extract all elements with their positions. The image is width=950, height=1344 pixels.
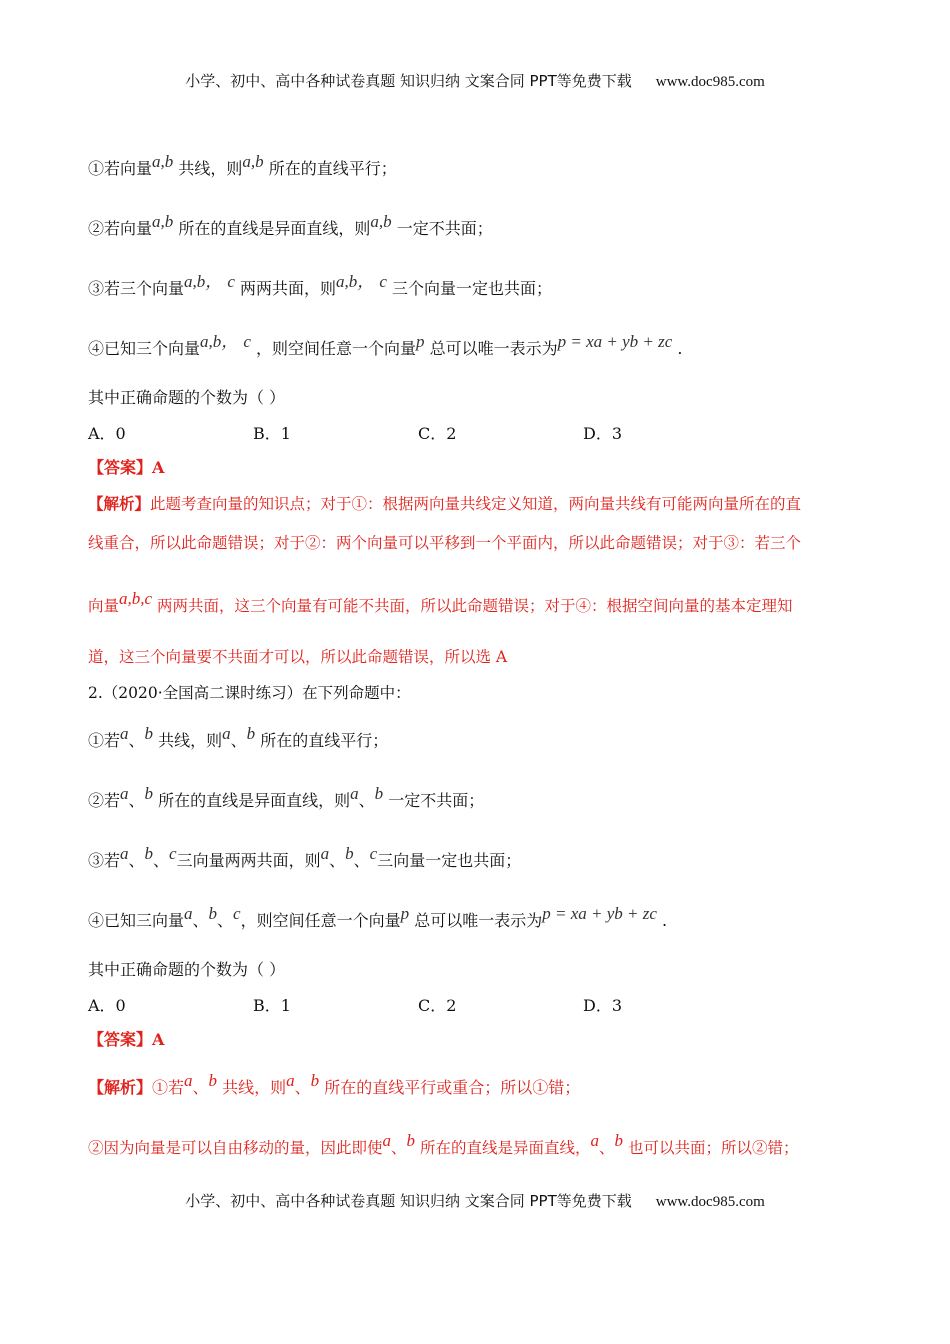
q2-option-b: B．1 bbox=[253, 996, 291, 1015]
q2-statement-2: ②若a、b 所在的直线是异面直线，则a、b 一定不共面； bbox=[88, 784, 485, 810]
q1-option-b: B．1 bbox=[253, 424, 291, 443]
q2-title: 2.（2020·全国高二课时练习）在下列命题中： bbox=[88, 684, 411, 702]
q2-answer: 【答案】A bbox=[88, 1030, 165, 1049]
q1-option-a: A．0 bbox=[88, 424, 126, 443]
q1-answer: 【答案】A bbox=[88, 458, 165, 477]
header-site: www.doc985.com bbox=[655, 74, 765, 90]
q2-statement-3: ③若a、b、c三向量两两共面，则a、b、c三向量一定也共面； bbox=[88, 844, 522, 870]
footer-text: 小学、初中、高中各种试卷真题 知识归纳 文案合同 PPT等免费下载 bbox=[185, 1192, 632, 1210]
q1-statement-4: ④已知三个向量a,b， c ，则空间任意一个向量p 总可以唯一表示为p = xa + yb + zc . bbox=[88, 332, 683, 358]
q1-analysis-line-1: 【解析】此题考查向量的知识点；对于①：根据两向量共线定义知道，两向量共线有可能两向量所在的直 bbox=[88, 494, 802, 513]
q1-statement-1: ①若向量a,b 共线，则a,b 所在的直线平行； bbox=[88, 152, 397, 178]
q2-option-c: C．2 bbox=[418, 996, 457, 1015]
footer-site: www.doc985.com bbox=[655, 1194, 765, 1210]
q1-option-c: C．2 bbox=[418, 424, 457, 443]
q1-statement-3: ③若三个向量a,b， c 两两共面，则a,b， c 三个向量一定也共面； bbox=[88, 272, 553, 298]
page-header bbox=[0, 70, 950, 91]
q2-analysis-line-1: 【解析】①若a、b 共线，则a、b 所在的直线平行或重合；所以①错； bbox=[88, 1071, 581, 1097]
q1-analysis-line-4: 道，这三个向量要不共面才可以，所以此命题错误，所以选 A bbox=[88, 648, 508, 666]
q1-analysis-line-2: 线重合，所以此命题错误；对于②：两个向量可以平移到一个平面内，所以此命题错误；对于③：若三个 bbox=[88, 534, 802, 552]
q1-options bbox=[88, 421, 788, 443]
q1-option-d: D．3 bbox=[583, 424, 623, 443]
q2-ask: 其中正确命题的个数为（ ） bbox=[88, 960, 286, 979]
q2-option-a: A．0 bbox=[88, 996, 126, 1015]
q2-statement-4: ④已知三向量a、b、c，则空间任意一个向量p 总可以唯一表示为p = xa + yb + zc . bbox=[88, 904, 668, 930]
q2-options bbox=[88, 993, 788, 1015]
q2-statement-1: ①若a、b 共线，则a、b 所在的直线平行； bbox=[88, 724, 389, 750]
page-footer bbox=[0, 1190, 950, 1211]
q2-option-d: D．3 bbox=[583, 996, 623, 1015]
q2-analysis-line-2: ②因为向量是可以自由移动的量，因此即使a、b 所在的直线是异面直线，a、b 也可以共面；所以②错； bbox=[88, 1131, 799, 1157]
q1-ask: 其中正确命题的个数为（ ） bbox=[88, 388, 286, 407]
q1-statement-2: ②若向量a,b 所在的直线是异面直线，则a,b 一定不共面； bbox=[88, 212, 493, 238]
header-text: 小学、初中、高中各种试卷真题 知识归纳 文案合同 PPT等免费下载 bbox=[185, 72, 632, 90]
q1-analysis-line-3: 向量a,b,c 两两共面，这三个向量有可能不共面，所以此命题错误；对于④：根据空间向量的基本定理知 bbox=[88, 589, 793, 615]
